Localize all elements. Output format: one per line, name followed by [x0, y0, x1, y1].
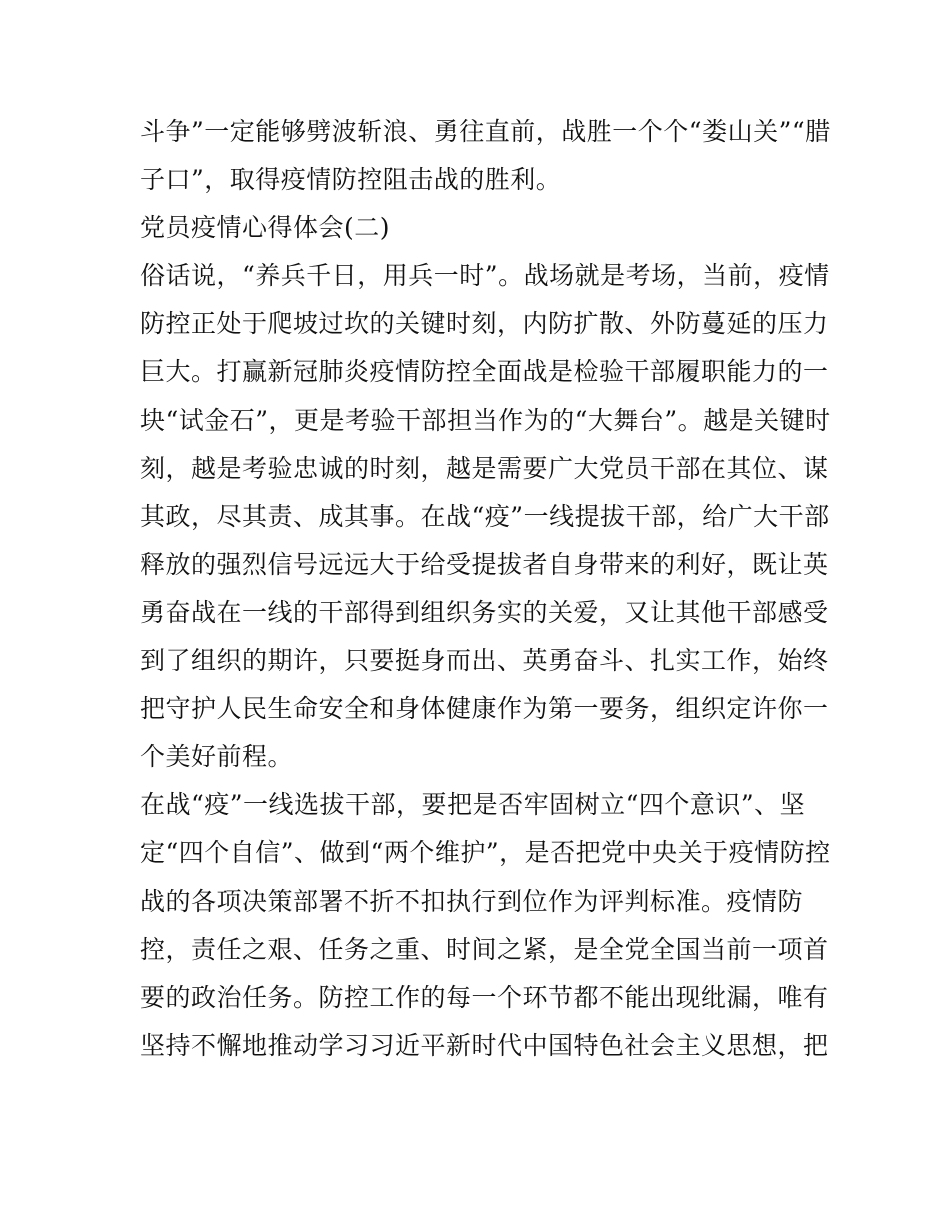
- text-line: 防控正处于爬坡过坎的关键时刻，内防扩散、外防蔓延的压力: [140, 309, 829, 339]
- document-body: [140, 108, 831, 1070]
- text-line: 勇奋战在一线的干部得到组织务实的关爱，又让其他干部感受: [140, 597, 829, 627]
- text-line: 坚持不懈地推动学习习近平新时代中国特色社会主义思想，把: [140, 1030, 829, 1060]
- text-line: 释放的强烈信号远远大于给受提拔者自身带来的利好，既让英: [140, 549, 829, 579]
- text-line: 把守护人民生命安全和身体健康作为第一要务，组织定许你一: [140, 694, 829, 724]
- text-line: 个美好前程。: [140, 742, 294, 772]
- text-line: 其政，尽其责、成其事。在战“疫”一线提拔干部，给广大干部: [140, 501, 830, 531]
- text-line: 定“四个自信”、做到“两个维护”，是否把党中央关于疫情防控: [140, 838, 831, 868]
- text-line: 到了组织的期许，只要挺身而出、英勇奋斗、扎实工作，始终: [140, 646, 829, 676]
- text-line: 斗争”一定能够劈波斩浪、勇往直前，战胜一个个“娄山关”“腊: [140, 117, 831, 146]
- text-line: 要的政治任务。防控工作的每一个环节都不能出现纰漏，唯有: [140, 982, 829, 1012]
- text-line: 俗话说，“养兵千日，用兵一时”。战场就是考场，当前，疫情: [140, 261, 830, 291]
- text-line: 战的各项决策部署不折不扣执行到位作为评判标准。疫情防: [140, 886, 804, 916]
- text-line: 子口”，取得疫情防控阻击战的胜利。: [140, 165, 562, 195]
- text-line: 控，责任之艰、任务之重、时间之紧，是全党全国当前一项首: [140, 934, 829, 964]
- text-line: 在战“疫”一线选拔干部，要把是否牢固树立“四个意识”、坚: [140, 790, 806, 820]
- section-heading: 党员疫情心得体会(二): [140, 213, 391, 243]
- text-line: 巨大。打赢新冠肺炎疫情防控全面战是检验干部履职能力的一: [140, 357, 829, 387]
- text-line: 刻，越是考验忠诚的时刻，越是需要广大党员干部在其位、谋: [140, 453, 829, 483]
- text-line: 块“试金石”，更是考验干部担当作为的“大舞台”。越是关键时: [140, 405, 831, 435]
